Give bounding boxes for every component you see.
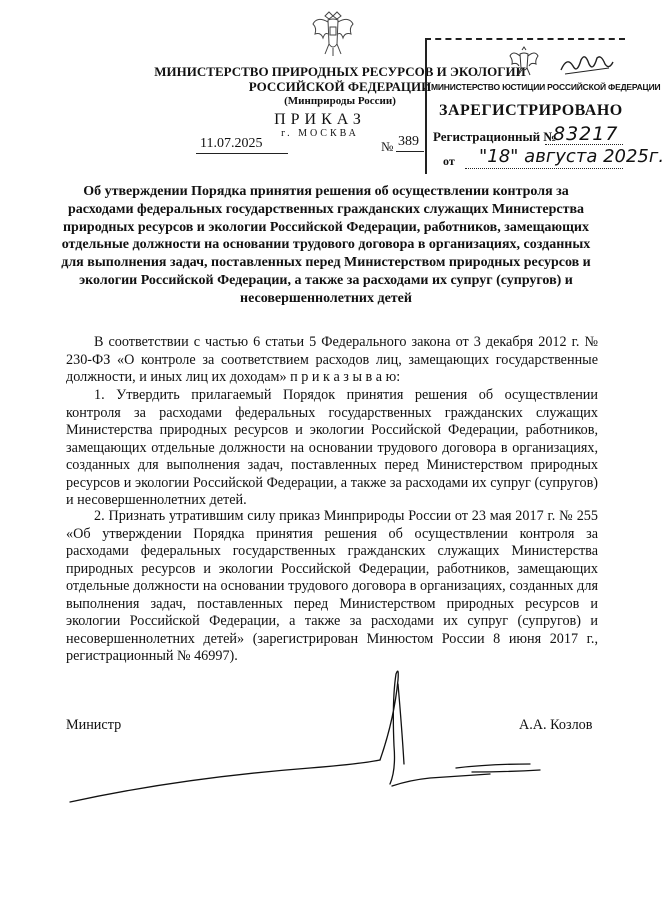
stamp-signature-icon [559, 50, 615, 78]
document-date: 11.07.2025 [200, 136, 263, 151]
registration-stamp [425, 38, 664, 174]
item-1-text: 1. Утвердить прилагаемый Порядок принятия решения об осуществлении контроля за расходами федеральных государственных гражданских служащих Министерства природных ресурсов и экологии Российской Федерации, работников, замещающих отдельные должности на основании трудового договора в организациях, созданных для выполнения задач, поставленных перед Министерством природных ресурсов и экологии Российской Федерации, а также за расходами их супруг (супругов) и несовершеннолетних детей. [66, 387, 598, 508]
document-number: 389 [398, 134, 419, 149]
reg-date-underline [465, 168, 623, 169]
stamp-reg-number: 83217 [553, 123, 619, 145]
date-underline [196, 153, 288, 154]
document-type: ПРИКАЗ [274, 111, 366, 128]
coat-of-arms-icon [311, 10, 355, 60]
ministry-short-name: (Минприроды России) [284, 95, 396, 107]
number-underline [396, 151, 424, 152]
ministry-name-line2: РОССИЙСКОЙ ФЕДЕРАЦИИ [248, 79, 432, 94]
signature-icon [60, 660, 640, 810]
stamp-registered-title: ЗАРЕГИСТРИРОВАНО [439, 102, 623, 119]
number-sign: № [381, 139, 394, 154]
item-2-text: 2. Признать утратившим силу приказ Минприроды России от 23 мая 2017 г. № 255 «Об утверждении Порядка принятия решения об осуществлении контроля за расходами федеральных государственных гражданских служащих Министерства природных ресурсов и экологии Российской Федерации, работников, замещающих отдельные должности на основании трудового договора в организациях, созданных для выполнения задач, поставленных перед Министерством природных ресурсов и экологии Российской Федерации, а также за расходами их супруг (супругов) и несовершеннолетних детей» (зарегистрирован Минюстом России 8 июня 2017 г., регистрационный № 46997). [66, 508, 598, 664]
ministry-name-line1: МИНИСТЕРСТВО ПРИРОДНЫХ РЕСУРСОВ И ЭКОЛОГИИ [154, 64, 526, 79]
document-title: Об утверждении Порядка принятия решения об осуществлении контроля за расходами федеральных государственных гражданских служащих Министерства природных ресурсов и экологии Российской Федерации, работников, замещающих отдельные должности на основании трудового договора в организациях, созданных для выполнения задач, поставленных перед Министерством природных ресурсов и экологии Российской Федерации, а также за расходами их супруг (супругов) и несовершеннолетних детей [61, 184, 591, 306]
item-2-paragraph [66, 508, 598, 666]
stamp-reg-date: "18" августа 2025г. [479, 146, 664, 167]
signer-position: Министр [66, 717, 122, 733]
preamble-text: В соответствии с частью 6 статьи 5 Федерального закона от 3 декабря 2012 г. № 230-ФЗ «О контроле за соответствием расходов лиц, замещающих государственные должности, и иных лиц их доходам» п р и к а з ы в а ю: [66, 334, 598, 385]
item-1-paragraph [66, 387, 598, 510]
stamp-emblem-icon [509, 46, 539, 76]
reg-number-underline [545, 144, 623, 145]
stamp-reg-label: Регистрационный № [433, 129, 557, 144]
signer-name: А.А. Козлов [519, 717, 593, 733]
stamp-ministry: МИНИСТЕРСТВО ЮСТИЦИИ РОССИЙСКОЙ ФЕДЕРАЦИИ [431, 82, 661, 92]
stamp-date-prefix: от [443, 154, 455, 168]
document-city: г. МОСКВА [281, 128, 359, 139]
preamble-paragraph [66, 334, 598, 387]
